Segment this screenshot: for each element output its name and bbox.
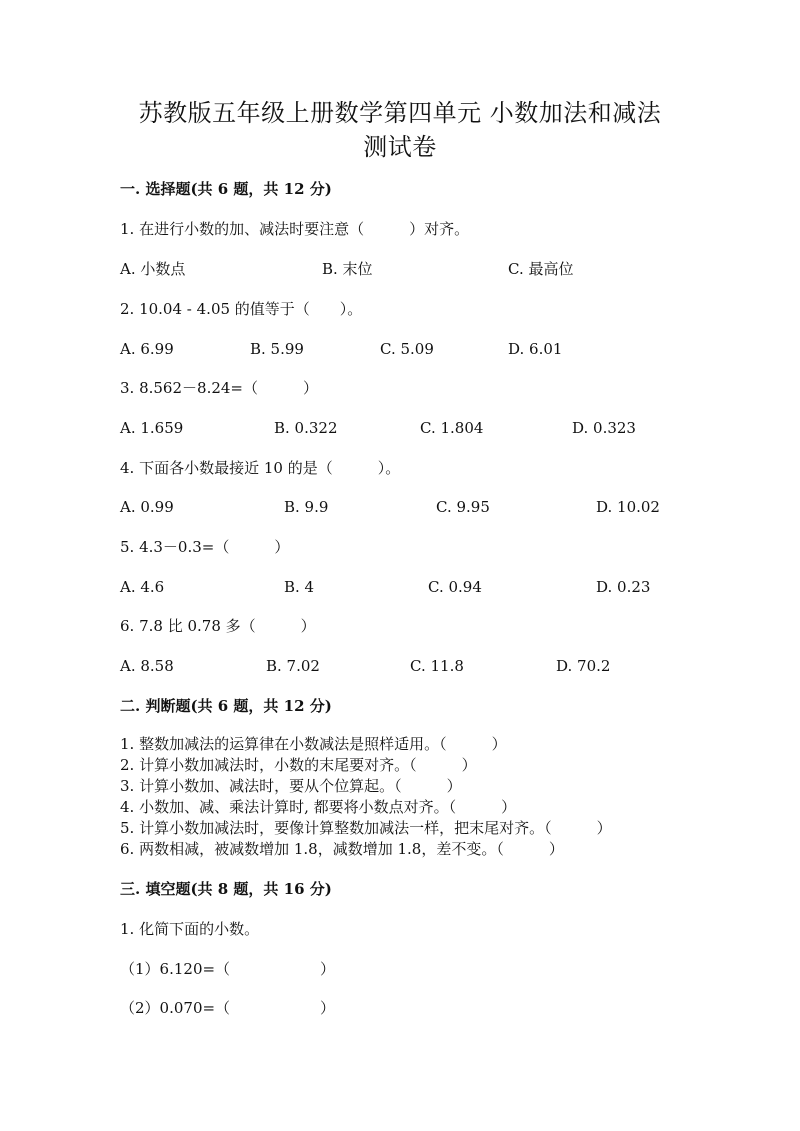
q3-option-c: C. 1.804 [420, 419, 484, 437]
page-title-line-1: 苏教版五年级上册数学第四单元 小数加法和减法 [138, 99, 662, 127]
q1-option-a: A. 小数点 [120, 260, 186, 278]
judgement-item-5: 5. 计算小数加减法时，要像计算整数加减法一样，把末尾对齐。（ ） [120, 819, 612, 837]
q2-option-c: C. 5.09 [380, 340, 434, 358]
q1-option-b: B. 末位 [322, 260, 373, 278]
section-heading-choice: 一. 选择题(共 6 题，共 12 分) [120, 180, 332, 198]
question-4: 4. 下面各小数最接近 10 的是（ ）。 [120, 459, 401, 477]
q5-option-a: A. 4.6 [120, 578, 165, 596]
judgement-item-2: 2. 计算小数加减法时，小数的末尾要对齐。（ ） [120, 756, 477, 774]
q4-option-d: D. 10.02 [596, 498, 660, 516]
fill-subitem-1: （1）6.120=（ ） [120, 960, 336, 978]
q5-option-c: C. 0.94 [428, 578, 482, 596]
question-5: 5. 4.3－0.3=（ ） [120, 538, 290, 556]
q6-option-c: C. 11.8 [410, 657, 464, 675]
q5-option-d: D. 0.23 [596, 578, 651, 596]
page-title-line-2: 测试卷 [363, 133, 437, 161]
question-1: 1. 在进行小数的加、减法时要注意（ ）对齐。 [120, 220, 470, 238]
question-3: 3. 8.562－8.24=（ ） [120, 379, 318, 397]
q4-option-c: C. 9.95 [436, 498, 490, 516]
q1-option-c: C. 最高位 [508, 260, 574, 278]
question-2: 2. 10.04 - 4.05 的值等于（ ）。 [120, 300, 363, 318]
q3-option-d: D. 0.323 [572, 419, 636, 437]
q4-option-b: B. 9.9 [284, 498, 329, 516]
q6-option-b: B. 7.02 [266, 657, 320, 675]
q2-option-a: A. 6.99 [120, 340, 174, 358]
q4-option-a: A. 0.99 [120, 498, 174, 516]
q3-option-a: A. 1.659 [120, 419, 184, 437]
judgement-item-3: 3. 计算小数加、减法时，要从个位算起。（ ） [120, 777, 462, 795]
section-heading-fill-blank: 三. 填空题(共 8 题，共 16 分) [120, 880, 332, 898]
q2-option-d: D. 6.01 [508, 340, 563, 358]
section-heading-judgement: 二. 判断题(共 6 题，共 12 分) [120, 697, 332, 715]
q6-option-d: D. 70.2 [556, 657, 611, 675]
q6-option-a: A. 8.58 [120, 657, 174, 675]
fill-subitem-2: （2）0.070=（ ） [120, 999, 336, 1017]
judgement-item-4: 4. 小数加、减、乘法计算时, 都要将小数点对齐。（ ） [120, 798, 517, 816]
q3-option-b: B. 0.322 [274, 419, 338, 437]
question-6: 6. 7.8 比 0.78 多（ ） [120, 617, 316, 635]
fill-question-1: 1. 化简下面的小数。 [120, 920, 260, 938]
q5-option-b: B. 4 [284, 578, 315, 596]
judgement-item-1: 1. 整数加减法的运算律在小数减法是照样适用。（ ） [120, 735, 507, 753]
q2-option-b: B. 5.99 [250, 340, 304, 358]
judgement-item-6: 6. 两数相减，被减数增加 1.8，减数增加 1.8，差不变。（ ） [120, 840, 564, 858]
